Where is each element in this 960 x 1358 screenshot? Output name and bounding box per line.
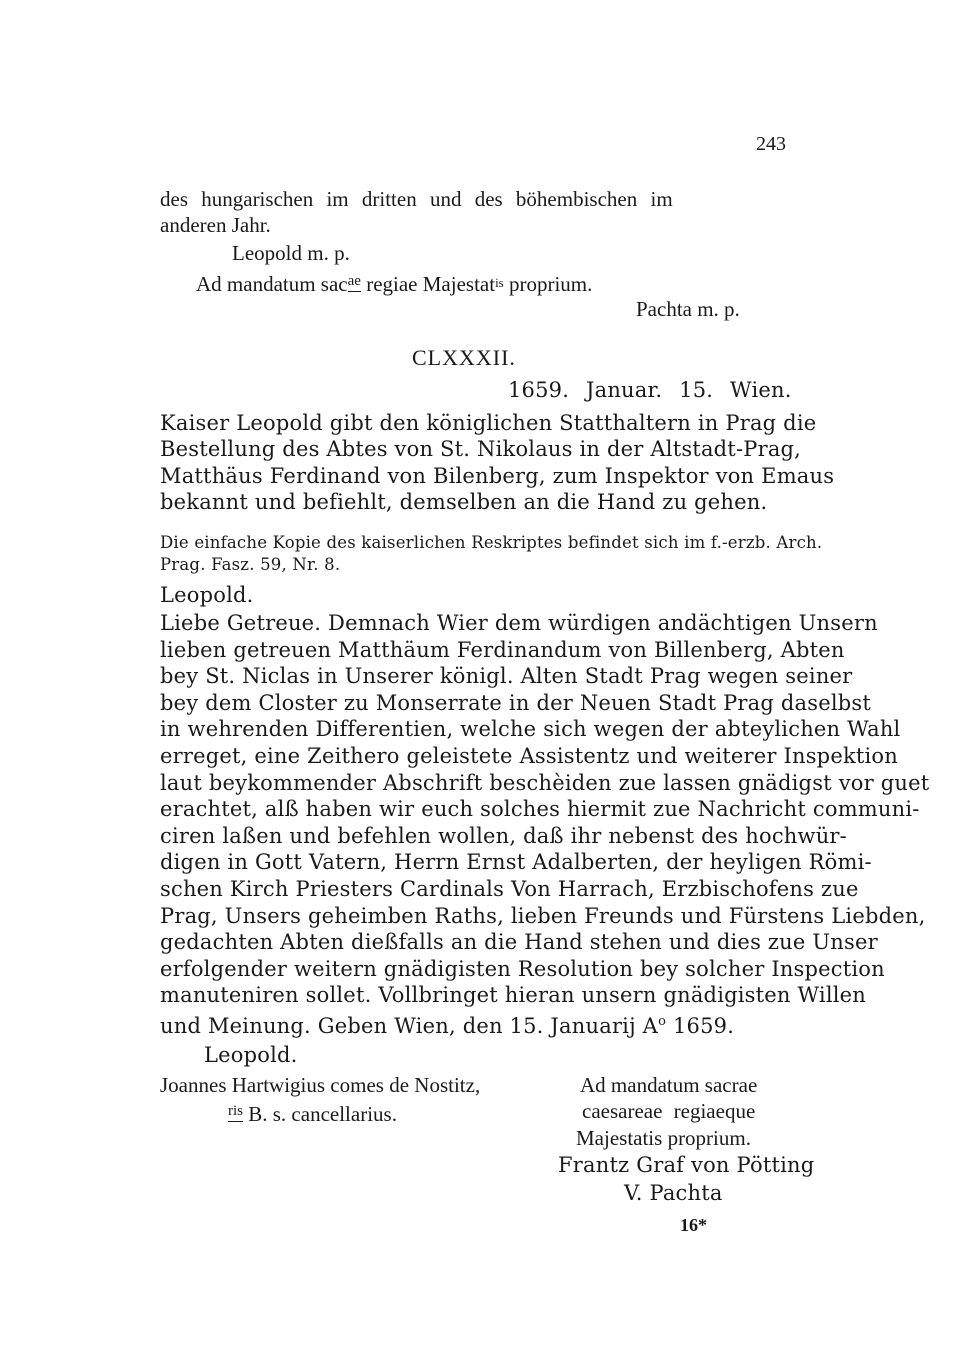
prev-ad-mandatum: Ad mandatum sac$^{ae}$ regiae Majestatis proprium.	[196, 272, 593, 296]
body-line: gedachten Abten dießfalls an die Hand stehen und dies zue Unser	[160, 930, 878, 955]
page-number: 243	[756, 133, 786, 155]
left-signature-line: $^{ris}$ B. s. cancellarius.	[228, 1102, 397, 1126]
source-note-line: Die einfache Kopie des kaiserlichen Reskriptes befindet sich im f.-erzb. Arch.	[160, 533, 823, 552]
body-line: Prag, Unsers geheimben Raths, lieben Freunds und Fürstens Liebden,	[160, 903, 926, 928]
summary-line: Kaiser Leopold gibt den königlichen Statthaltern in Prag die	[160, 411, 817, 435]
right-signature-line: Ad mandatum sacrae	[580, 1073, 758, 1097]
body-line: in wehrenden Differentien, welche sich wegen der abteylichen Wahl	[160, 717, 901, 742]
body-line: lieben getreuen Matthäum Ferdinandum von Billenberg, Abten	[160, 637, 845, 662]
right-signature-line: Majestatis proprium.	[576, 1126, 751, 1150]
signature-mark: 16*	[680, 1215, 707, 1235]
body-line: Liebe Getreue. Demnach Wier dem würdigen andächtigen Unsern	[160, 611, 878, 635]
right-signature-line: caesareae regiaeque	[582, 1099, 756, 1123]
summary-line: Matthäus Ferdinand von Bilenberg, zum Inspektor von Emaus	[160, 463, 835, 488]
prev-text-line: des hungarischen im dritten und des böhembischen im	[160, 187, 673, 211]
body-line: digen in Gott Vatern, Herrn Ernst Adalberten, der heyligen Römi-	[160, 850, 872, 875]
body-line: schen Kirch Priesters Cardinals Von Harrach, Erzbischofens zue	[160, 876, 859, 901]
document-date: 1659. Januar. 15. Wien.	[508, 378, 792, 402]
document-summary	[160, 410, 835, 515]
source-note-line: Prag. Fasz. 59, Nr. 8.	[160, 555, 341, 574]
body-line: erfolgender weitern gnädigisten Resolution bey solcher Inspection	[160, 956, 885, 981]
body-line: erreget, eine Zeithero geleistete Assistentz und weiterer Inspektion	[160, 743, 898, 768]
body-line: ciren laßen und befehlen wollen, daß ihr nebenst des hochwür-	[160, 823, 847, 848]
prev-signature-leopold: Leopold m. p.	[232, 241, 350, 265]
body-line: erachtet, alß haben wir euch solches hiermit zue Nachricht communi-	[160, 797, 920, 822]
document-number: CLXXXII.	[412, 345, 516, 370]
right-signature-line: Frantz Graf von Pötting	[558, 1153, 815, 1177]
left-signature-line: Joannes Hartwigius comes de Nostitz,	[160, 1073, 481, 1097]
body-line: laut beykommender Abschrift beschèiden zue lassen gnädigst vor guet	[160, 770, 930, 795]
body-line: bey dem Closter zu Monserrate in der Neuen Stadt Prag daselbst	[160, 690, 872, 715]
body-line: bey St. Niclas in Unserer königl. Alten Stadt Prag wegen seiner	[160, 664, 853, 689]
prev-signature-pachta: Pachta m. p.	[636, 297, 740, 321]
right-signature-line: V. Pachta	[624, 1181, 723, 1205]
document-body	[160, 610, 930, 1040]
body-line-last: und Meinung. Geben Wien, den 15. Januarij $A^o$ 1659.	[160, 1013, 735, 1038]
summary-line: bekannt und befiehlt, demselben an die Hand zu gehen.	[160, 489, 768, 514]
summary-line: Bestellung des Abtes von St. Nikolaus in der Altstadt-Prag,	[160, 437, 802, 462]
heading-leopold: Leopold.	[160, 583, 254, 607]
source-note	[160, 532, 823, 576]
prev-text-line: anderen Jahr.	[160, 213, 271, 237]
body-line: manuteniren sollet. Vollbringet hieran unsern gnädigisten Willen	[160, 983, 867, 1008]
signature-leopold: Leopold.	[204, 1043, 298, 1067]
